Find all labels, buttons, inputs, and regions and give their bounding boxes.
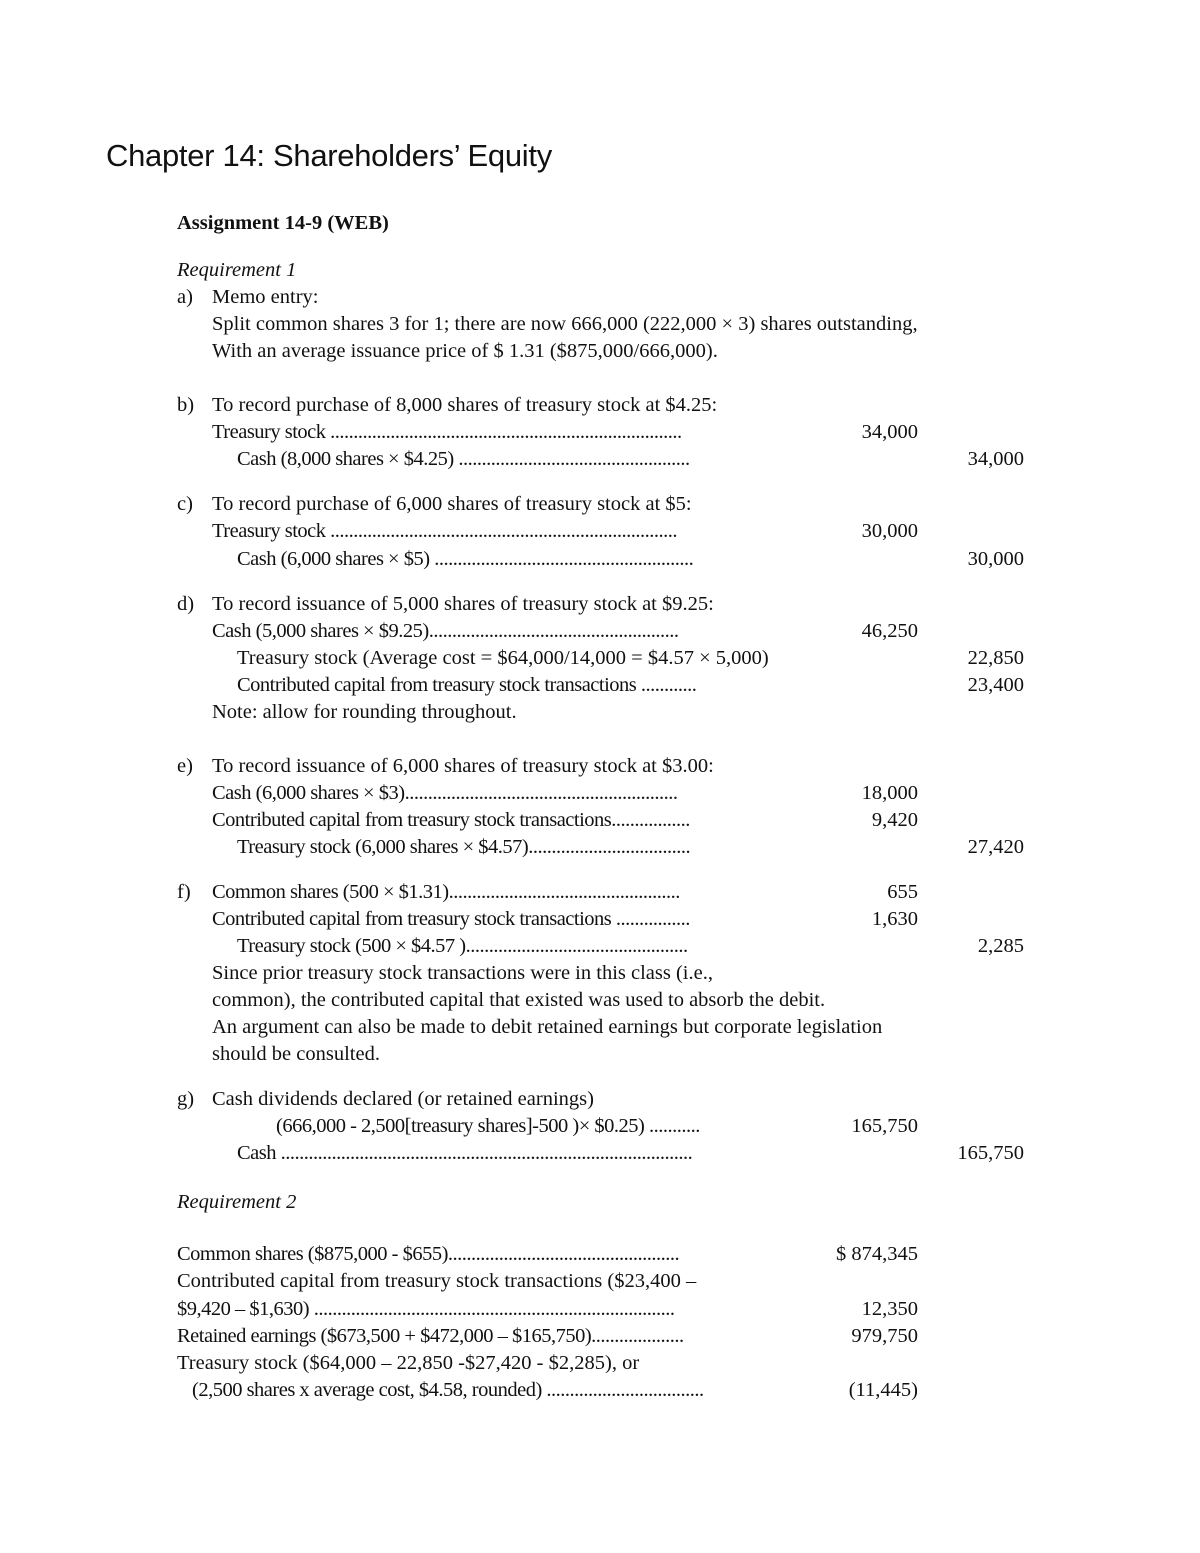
req2-line4: Retained earnings ($673,500 + $472,000 – $165,750).................... (177, 1325, 684, 1347)
item-e-line3: Treasury stock (6,000 shares × $4.57)................................... (237, 836, 691, 858)
item-g-letter: g) (177, 1088, 195, 1110)
item-d-head: To record issuance of 5,000 shares of treasury stock at $9.25: (212, 593, 714, 615)
item-b-line2-credit: 34,000 (967, 448, 1024, 470)
item-c-head: To record purchase of 6,000 shares of treasury stock at $5: (212, 493, 692, 515)
req2-line2: Contributed capital from treasury stock transactions ($23,400 – (177, 1270, 697, 1292)
item-d-line2-credit: 22,850 (967, 647, 1024, 669)
item-g-line1: Cash dividends declared (or retained earnings) (212, 1088, 594, 1110)
requirement-2-heading: Requirement 2 (177, 1191, 297, 1213)
item-e-line1-debit: 18,000 (861, 782, 918, 804)
item-b-letter: b) (177, 394, 195, 416)
item-f-line2: Contributed capital from treasury stock transactions ................ (212, 908, 690, 930)
item-f-note2: common), the contributed capital that existed was used to absorb the debit. (212, 989, 826, 1011)
req2-line3: $9,420 – $1,630) .............................................................................. (177, 1298, 675, 1320)
item-b-line1: Treasury stock ............................................................................ (212, 421, 682, 443)
req2-line6-value: (11,445) (848, 1379, 918, 1401)
item-f-note1: Since prior treasury stock transactions were in this class (i.e., (212, 962, 713, 984)
item-a-letter: a) (177, 286, 193, 308)
item-b-line1-debit: 34,000 (861, 421, 918, 443)
item-e-line3-credit: 27,420 (967, 836, 1024, 858)
item-a-line1: Split common shares 3 for 1; there are now 666,000 (222,000 × 3) shares outstanding, (212, 313, 918, 335)
item-c-letter: c) (177, 493, 193, 515)
item-c-line2-credit: 30,000 (967, 548, 1024, 570)
item-g-line3-credit: 165,750 (957, 1142, 1024, 1164)
item-d-line1-debit: 46,250 (861, 620, 918, 642)
item-e-line1: Cash (6,000 shares × $3)........................................................... (212, 782, 678, 804)
item-d-line3: Contributed capital from treasury stock transactions ............ (237, 674, 697, 696)
item-f-letter: f) (177, 881, 191, 903)
req2-line4-value: 979,750 (851, 1325, 918, 1347)
req2-line3-value: 12,350 (861, 1298, 918, 1320)
item-f-line3-credit: 2,285 (977, 935, 1024, 957)
page-title: Chapter 14: Shareholders’ Equity (106, 138, 552, 173)
item-b-head: To record purchase of 8,000 shares of treasury stock at $4.25: (212, 394, 718, 416)
item-e-line2: Contributed capital from treasury stock transactions................. (212, 809, 690, 831)
req2-line1: Common shares ($875,000 - $655).................................................. (177, 1243, 680, 1265)
item-d-line2: Treasury stock (Average cost = $64,000/14,000 = $4.57 × 5,000) (237, 647, 769, 669)
item-g-line3: Cash ......................................................................................... (237, 1142, 693, 1164)
item-c-line2: Cash (6,000 shares × $5) ........................................................ (237, 548, 694, 570)
item-e-line2-debit: 9,420 (871, 809, 918, 831)
item-f-line1-debit: 655 (887, 881, 918, 903)
item-f-note4: should be consulted. (212, 1043, 380, 1065)
requirement-1-heading: Requirement 1 (177, 259, 297, 281)
item-g-line2: (666,000 - 2,500[treasury shares]-500 )× $0.25) ........... (276, 1115, 700, 1137)
item-c-line1-debit: 30,000 (861, 520, 918, 542)
item-d-letter: d) (177, 593, 195, 615)
item-f-note3: An argument can also be made to debit retained earnings but corporate legislation (212, 1016, 883, 1038)
item-e-letter: e) (177, 755, 193, 777)
assignment-heading: Assignment 14-9 (WEB) (177, 212, 389, 234)
item-g-line2-debit: 165,750 (851, 1115, 918, 1137)
item-f-line3: Treasury stock (500 × $4.57 )................................................ (237, 935, 688, 957)
item-d-line3-credit: 23,400 (967, 674, 1024, 696)
item-f-line1: Common shares (500 × $1.31).................................................. (212, 881, 680, 903)
item-f-line2-debit: 1,630 (871, 908, 918, 930)
req2-line1-value: $ 874,345 (836, 1243, 918, 1265)
item-d-note: Note: allow for rounding throughout. (212, 701, 517, 723)
item-d-line1: Cash (5,000 shares × $9.25)...................................................... (212, 620, 679, 642)
item-a-head: Memo entry: (212, 286, 319, 308)
item-c-line1: Treasury stock ........................................................................... (212, 520, 678, 542)
item-a-line2: With an average issuance price of $ 1.31 ($875,000/666,000). (212, 340, 718, 362)
req2-line5: Treasury stock ($64,000 – 22,850 -$27,420 - $2,285), or (177, 1352, 640, 1374)
item-e-head: To record issuance of 6,000 shares of treasury stock at $3.00: (212, 755, 714, 777)
item-b-line2: Cash (8,000 shares × $4.25) .................................................. (237, 448, 690, 470)
req2-line6: (2,500 shares x average cost, $4.58, rounded) .................................. (192, 1379, 704, 1401)
